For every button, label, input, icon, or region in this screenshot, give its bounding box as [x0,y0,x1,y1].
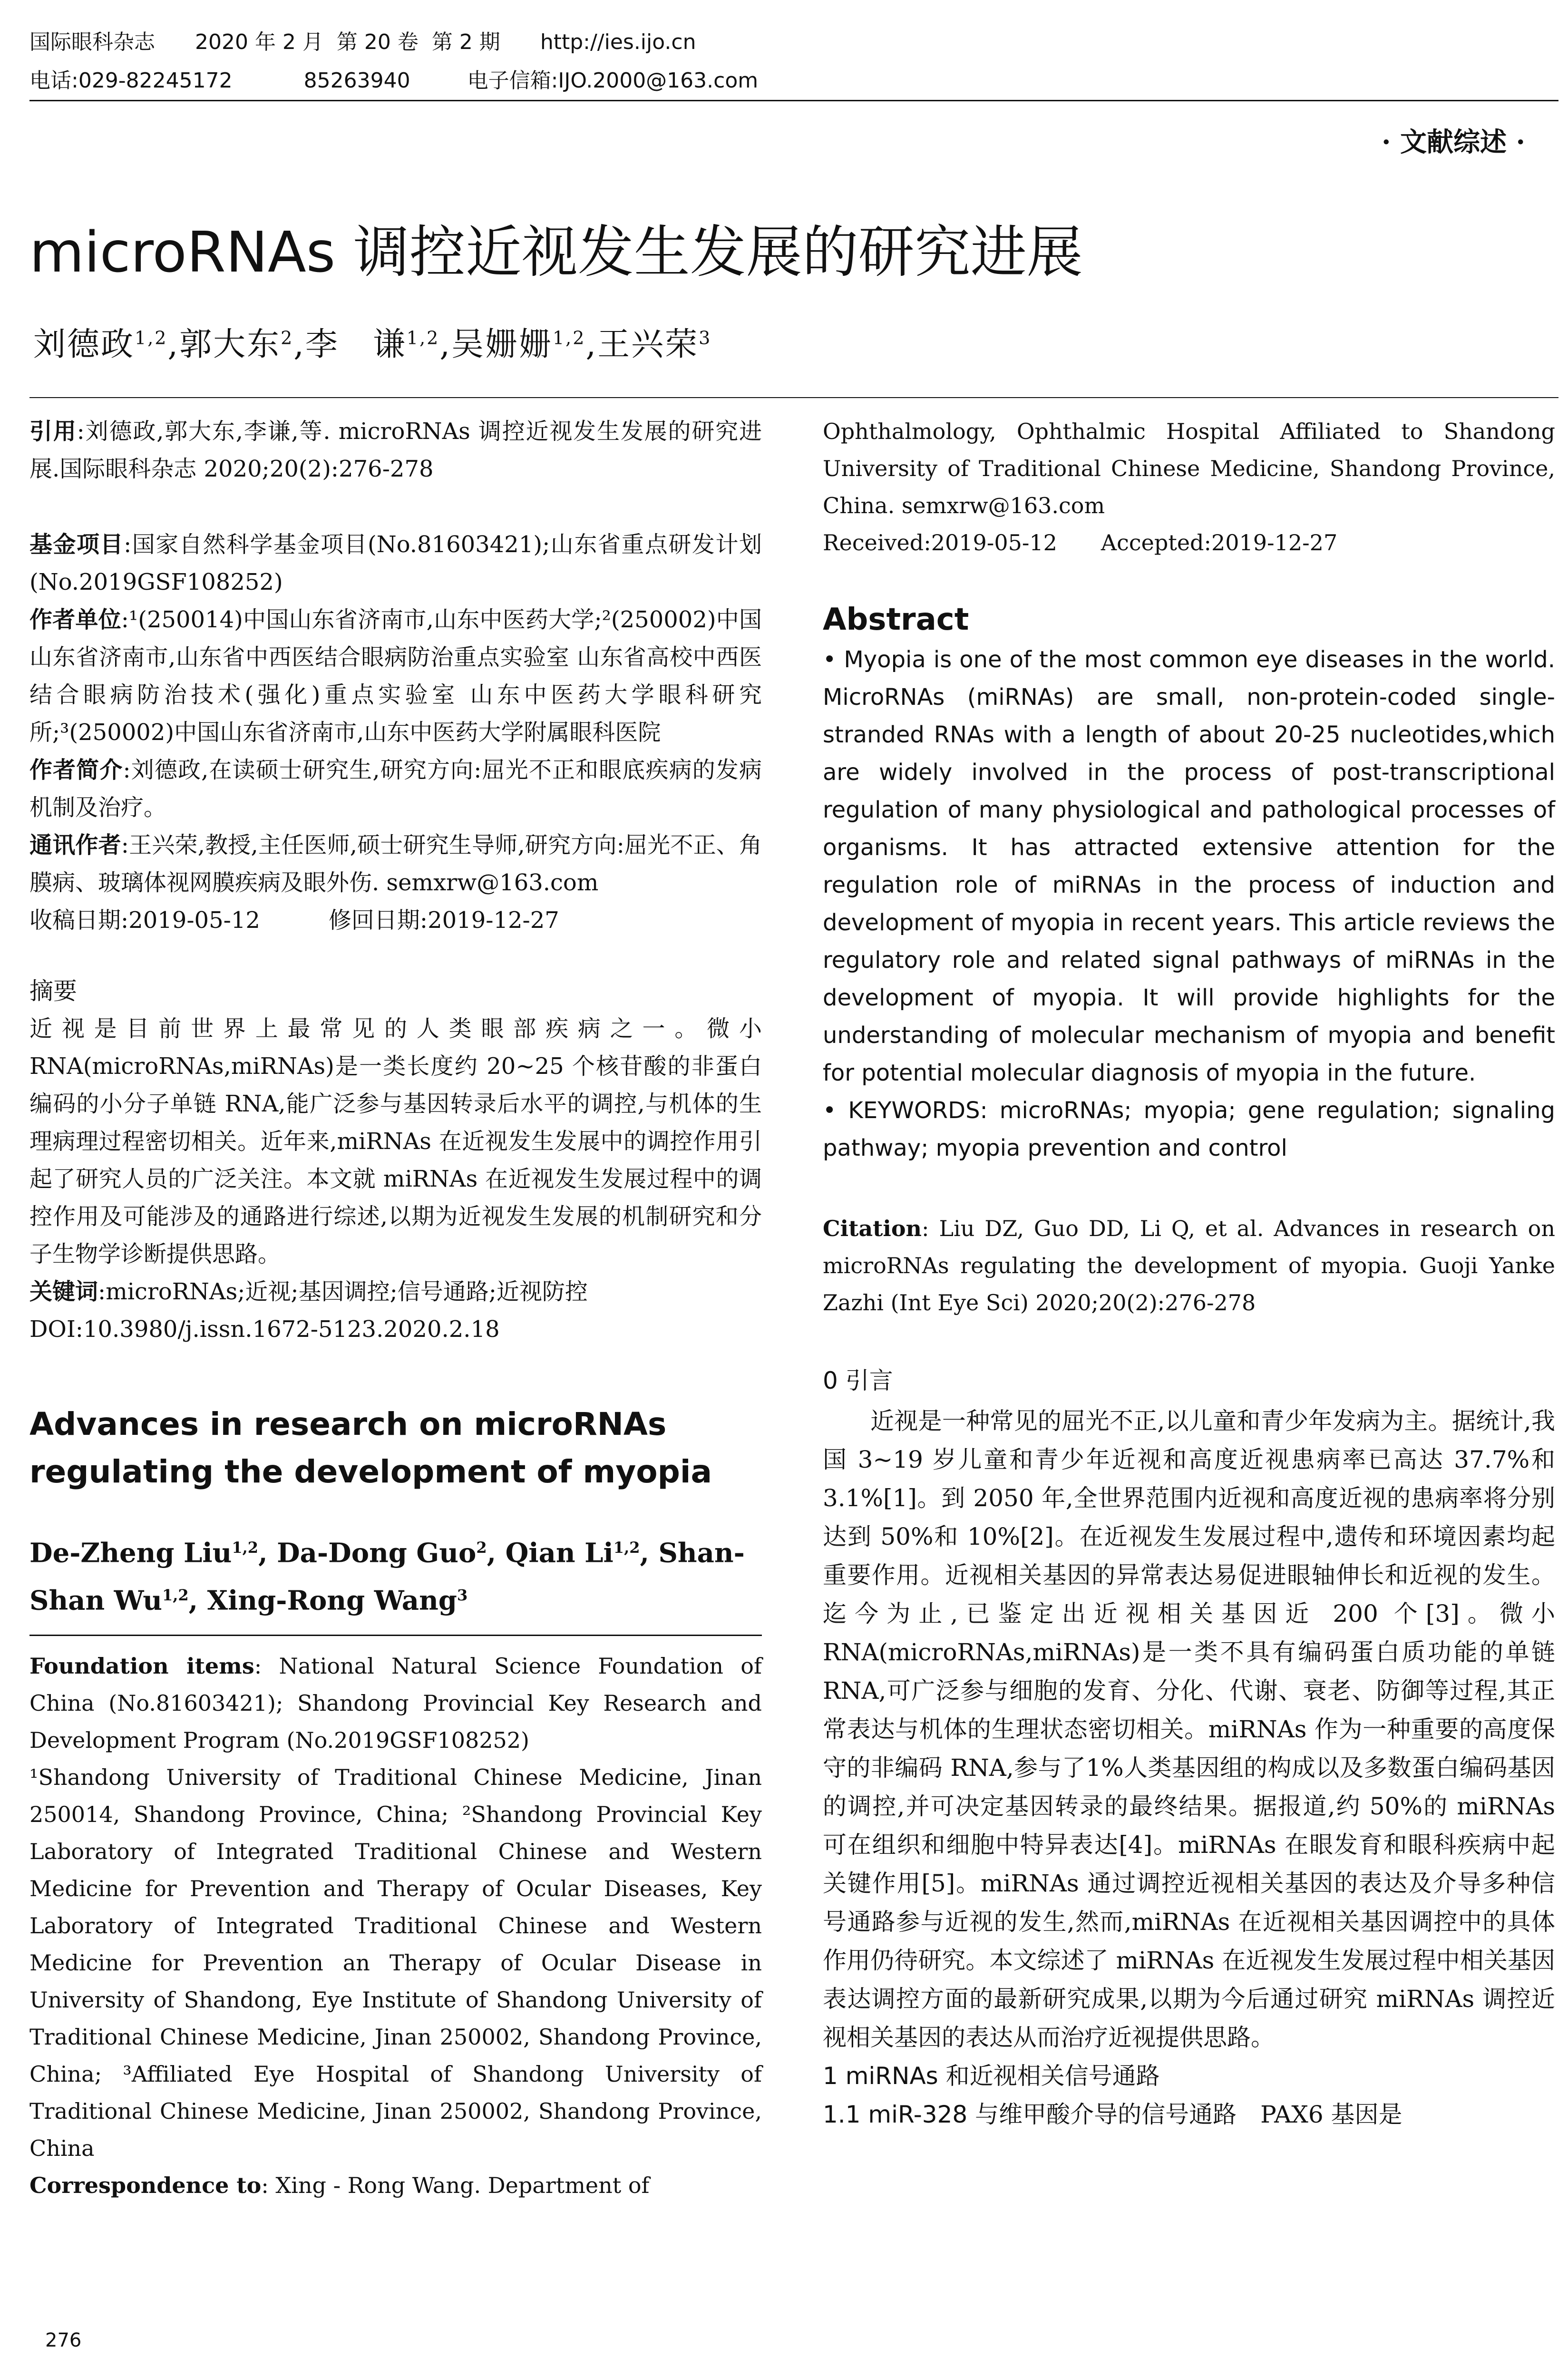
intro-heading: 0 引言 [823,1367,893,1394]
keywords-cn: 关键词:microRNAs;近视;基因调控;信号通路;近视防控 [29,1278,588,1305]
author-list: 刘德政$^{1,2}$,郭大东$^2$,李 谦$^{1,2}$,吴姗姗$^{1,2}$,王兴荣$^3$ [33,326,712,363]
english-title: Advances in research on microRNAs regulating the development of myopia [29,1406,712,1490]
journal-header-line1 [29,25,696,55]
author-name: 郭大东 [179,326,281,363]
section1-1-heading: 1.1 miR-328 与维甲酸介导的信号通路 [823,2101,1237,2128]
left-column [29,413,762,2204]
journal-phone-2: 85263940 [303,68,410,93]
journal-phone: 电话:029-82245172 [29,68,233,93]
received-accepted: Received:2019-05-12 Accepted:2019-12-27 [823,530,1338,555]
abstract-cn: 近视是目前世界上最常见的人类眼部疾病之一。微小RNA(microRNAs,miRNAs)是一类长度约 20~25 个核苷酸的非蛋白编码的小分子单链 RNA,能广泛参与基因转录后水平的调控,与机体的生理病理过程密切相关。近年来,miRNAs 在近视发生发展中的调控作用引起了研究人员的广泛关注。本文就 miRNAs 在近视发生发展过程中的调控作用及可能涉及的通路进行综述,以期为近视发生发展的机制研究和分子生物学诊断提供思路。 [29,1015,762,1267]
english-authors: De-Zheng Liu$^{1,2}$, Da-Dong Guo$^2$, Qian Li$^{1,2}$, Shan-Shan Wu$^{1,2}$, Xing-Rong Wang$^3$ [29,1537,745,1617]
title-rule [29,397,1558,398]
keywords-en: • KEYWORDS: microRNAs; myopia; gene regulation; signaling pathway; myopia prevention and control [823,1097,1555,1161]
correspondence-continued: Ophthalmology, Ophthalmic Hospital Affiliated to Shandong University of Traditional Chinese Medicine, Shandong Province, China. semxrw@163.com [823,419,1555,518]
doi[interactable]: DOI:10.3980/j.issn.1672-5123.2020.2.18 [29,1316,500,1343]
issue-info: 2020 年 2 月 第 20 卷 第 2 期 [195,30,500,54]
english-affiliation: ¹Shandong University of Traditional Chinese Medicine, Jinan 250014, Shandong Province, China; ²Shandong Provincial Key Laboratory of Integrated Traditional Chinese and Western Medicine for Prevention and Therapy of Ocular Diseases, Key Laboratory of Integrated Traditional Chinese and Western Medicine for Prevention an Therapy of Ocular Disease in University of Shandong, Eye Institute of Shandong University of Traditional Chinese Medicine, Jinan 250002, Shandong Province, China; ³Affiliated Eye Hospital of Shandong University of Traditional Chinese Medicine, Jinan 250002, Shandong Province, China [29,1764,762,2162]
section1-1: 1.1 miR-328 与维甲酸介导的信号通路 PAX6 基因是 [823,2101,1402,2128]
abstract-heading: Abstract [823,602,969,637]
corresponding-author: 通讯作者:王兴荣,教授,主任医师,硕士研究生导师,研究方向:屈光不正、角膜病、玻璃体视网膜疾病及眼外伤. semxrw@163.com [29,832,762,896]
author-name: 吴姗姗 [451,326,553,363]
author-name: 刘德政 [33,326,135,363]
page-number: 276 [45,2329,82,2351]
foundation-items: Foundation items: National Natural Science Foundation of China (No.81603421); Shandong Provincial Key Research and Development Program (No.2019GSF108252) [29,1653,762,1754]
citation-en: Citation: Liu DZ, Guo DD, Li Q, et al. Advances in research on microRNAs regulating the development of myopia. Guoji Yanke Zazhi (Int Eye Sci) 2020;20(2):276-278 [823,1216,1555,1315]
right-column [823,413,1555,2134]
journal-name: 国际眼科杂志 [29,30,155,54]
intro-body: 近视是一种常见的屈光不正,以儿童和青少年发病为主。据统计,我国 3~19 岁儿童和青少年近视和高度近视患病率已高达 37.7%和 3.1%[1]。到 2050 年,全世界范围内近视和高度近视的患病率将分别达到 50%和 10%[2]。在近视发生发展过程中,遗传和环境因素均起重要作用。近视相关基因的异常表达易促进眼轴伸长和近视的发生。迄今为止,已鉴定出近视相关基因近 200 个[3]。微小 RNA(microRNAs,miRNAs)是一类不具有编码蛋白质功能的单链 RNA,可广泛参与细胞的发育、分化、代谢、衰老、防御等过程,其正常表达与机体的生理状态密切相关。miRNAs 作为一种重要的高度保守的非编码 RNA,参与了1%人类基因组的构成以及多数蛋白编码基因的调控,并可决定基因转录的最终结果。据报道,约 50%的 miRNAs 可在组织和细胞中特异表达[4]。miRNAs 在眼发育和眼科疾病中起关键作用[5]。miRNAs 通过调控近视相关基因的表达及介导多种信号通路参与近视的发生,然而,miRNAs 在近视相关基因调控中的具体作用仍待研究。本文综述了 miRNAs 在近视发生发展过程中相关基因表达调控方面的最新研究成果,以期为今后通过研究 miRNAs 调控近视相关基因的表达从而治疗近视提供思路。 [823,1407,1555,2051]
section1-heading: 1 miRNAs 和近视相关信号通路 [823,2062,1160,2090]
author-name: 李 谦 [305,326,407,363]
author-affil: 2 [281,327,294,349]
abstract-heading-cn: 摘要 [29,977,77,1005]
section-label: · 文献综述 · [1382,127,1525,158]
author-affil: 1,2 [135,327,168,349]
correspondence: Correspondence to: Xing - Rong Wang. Department of [29,2172,650,2199]
chinese-citation: 引用:刘德政,郭大东,李谦,等. microRNAs 调控近视发生发展的研究进展.国际眼科杂志 2020;20(2):276-278 [29,418,762,482]
journal-url[interactable]: http://ies.ijo.cn [540,30,696,54]
author-affil: 3 [699,327,712,349]
header-rule [29,100,1558,101]
article-title: microRNAs 调控近视发生发展的研究进展 [29,219,1083,285]
journal-header-line2 [29,63,758,94]
dates: 收稿日期:2019-05-12 修回日期:2019-12-27 [29,907,559,934]
author-affil: 1,2 [406,327,440,349]
author-name: 王兴荣 [597,326,699,363]
abstract-en: • Myopia is one of the most common eye diseases in the world. MicroRNAs (miRNAs) are small, non-protein-coded single-stranded RNAs with a length of about 20-25 nucleotides,which are widely involved in the process of post-transcriptional regulation of many physiological and pathological processes of organisms. It has attracted extensive attention for the regulation role of miRNAs in the process of induction and development of myopia in recent years. This article reviews the regulatory role and related signal pathways of miRNAs in the development of myopia. It will provide highlights for the understanding of molecular mechanism of myopia and benefit for potential molecular diagnosis of myopia in the future. [823,646,1555,1086]
author-bio: 作者简介:刘德政,在读硕士研究生,研究方向:屈光不正和眼底疾病的发病机制及治疗。 [29,757,762,821]
journal-email[interactable]: 电子信箱:IJO.2000@163.com [467,68,759,93]
english-section-rule [29,1635,762,1636]
author-affil: 1,2 [553,327,586,349]
affiliation: 作者单位:¹(250014)中国山东省济南市,山东中医药大学;²(250002)中国山东省济南市,山东省中西医结合眼病防治重点实验室 山东省高校中西医结合眼病防治技术(强化)重点实验室 山东中医药大学眼科研究所;³(250002)中国山东省济南市,山东中医药大学附属眼科医院 [29,606,762,746]
funding: 基金项目:国家自然科学基金项目(No.81603421);山东省重点研发计划(No.2019GSF108252) [29,531,762,595]
